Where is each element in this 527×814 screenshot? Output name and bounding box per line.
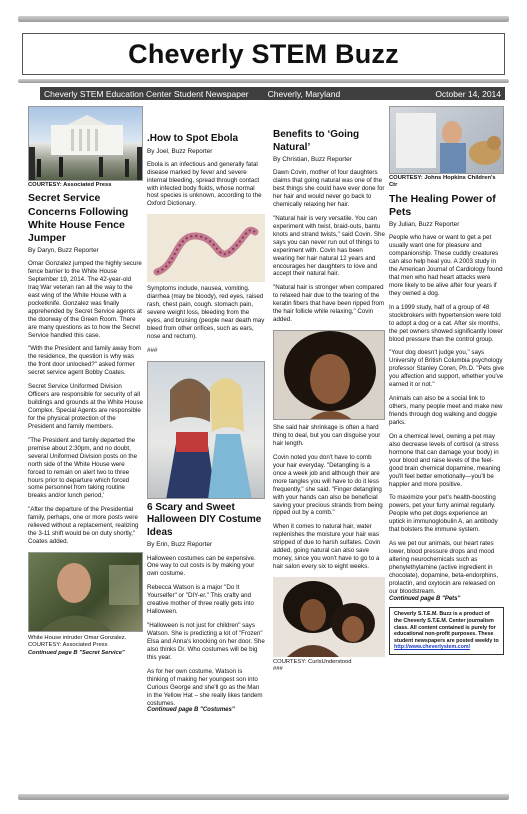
column-ebola-halloween xyxy=(147,130,265,715)
headline-halloween: 6 Scary and Sweet Halloween DIY Costume Ideas xyxy=(147,501,262,538)
headline-pets: The Healing Power of Pets xyxy=(389,192,496,218)
paragraph: When it comes to natural hair, water replenishes the moisture your hair was stripped of due to harsh sulfates. Covin added, going natural can also save money, since you won't have to go to a hair salon every six to eight weeks. xyxy=(273,523,381,571)
website-link[interactable]: http://www.cheverlystem.com/ xyxy=(394,644,471,651)
paragraph: To maximize your pet's health-boosting powers, pet your furry animal regularly. People who pet dogs experience an uptick in immunoglobulin A, an antibody that bolsters the immune system. xyxy=(389,494,498,534)
strip-publication: Cheverly STEM Education Center Student Newspaper xyxy=(44,88,249,99)
headline-ebola: .How to Spot Ebola xyxy=(147,133,239,144)
continued-link[interactable]: Continued page B "Costumes" xyxy=(147,707,235,714)
byline: By Joel, Buzz Reporter xyxy=(147,147,213,155)
therapy-dog-image xyxy=(390,107,504,174)
paragraph: As we pet our animals, our heart rates lower, blood pressure drops and mood altering neurochemicals such as phenylethylamine (active ingredient in chocolate), dopamine, beta-endorphins, prolactin, and oxytocin are released on our bloodstream. xyxy=(389,540,499,595)
end-mark: ### xyxy=(147,346,158,354)
paragraph: In a 1999 study, half of a group of 48 stockbrokers with hypertension were told to adopt a dog or a cat. After six months, the pet owners showed significantly lower blood pressure than the control group. xyxy=(389,303,503,343)
bottom-rule xyxy=(18,794,509,800)
gonzalez-image xyxy=(29,553,143,632)
paragraph: "Halloween is not just for children" says Watson. She is predicting a lot of "Frozen" Elsa and Anna's knocking on her door. She also thinks Dr. Who costumes will be big this year. xyxy=(147,622,265,661)
photo-credit: COURTESY: Associated Press xyxy=(28,182,112,188)
column-pets xyxy=(389,106,504,655)
paragraph: Covin noted you don't have to comb your hair everyday. "Detangling is a once a week job and although their are more tangles you will have to do it less frequently," she said. "Finger detangling with your hands can also be beneficial saving your precious strands from being ripped out by a comb." xyxy=(273,453,383,517)
info-strip xyxy=(40,87,505,100)
mother-daughter-image xyxy=(273,577,385,657)
paragraph: People who have or want to get a pet usually want one for pleasure and companionship. These cuddly creatures can also help heal you. A 2003 study in the American Journal of Cardiology found that men who had heart attacks were more likely to be alive after four years if they owned a dog. xyxy=(389,234,503,297)
paragraph: Symptoms include, nausea, vomiting. diarrhea (may be bloody), red eyes, raised rash, chest pain, cough. stomach pain, severe weight loss, bleeding from the eyes, and bruising (people near death may bleed from other orifices, such as ears, nose and rectum). xyxy=(147,285,265,340)
mid-rule xyxy=(18,79,509,83)
column-natural-hair xyxy=(273,126,385,674)
ebola-virus-image xyxy=(147,214,265,282)
white-house-photo xyxy=(28,106,143,181)
strip-location: Cheverly, Maryland xyxy=(267,88,341,99)
paragraph: "Natural hair is very versatile. You can experiment with twist, braid-outs, bantu knots and strand twists," said Covin. She says you can never run out of things to experiment with. Covin has been wearing her hair natural 12 years and encourages her daughters to love and accept their natural hair. xyxy=(273,214,385,278)
paragraph: Halloween costumes can be expensive. One way to cut costs is by making your own costume. xyxy=(147,554,256,578)
end-mark: ### xyxy=(273,666,283,673)
headline-secret-service: Secret Service Concerns Following White House Fence Jumper xyxy=(28,192,129,244)
continued-link[interactable]: Continued page B "Pets" xyxy=(389,595,461,602)
column-secret-service xyxy=(28,106,143,657)
strip-date: October 14, 2014 xyxy=(435,88,501,99)
headline-natural-hair: Benefits to ‘Going Natural’ xyxy=(273,129,360,153)
about-box xyxy=(389,607,504,655)
paragraph: "With the President and family away from the residence, the question is why was the front door unlocked?" asked former secret service agent Bobby Coates. xyxy=(28,345,141,377)
halloween-costume-photo xyxy=(147,361,265,499)
paragraph: "Natural hair is stronger when compared to relaxed hair due to the tearing of the keratin fibers that have been ripped from the hair follicle while relaxing," Covin added. xyxy=(273,284,385,324)
paragraph: "Your dog doesn't judge you," says University of British Columbia psychology professor Stanley Coren, Ph.D. "Pets give you affection and support, whether you've earned it or not." xyxy=(389,349,505,389)
woman-portrait-image xyxy=(274,331,385,420)
white-house-image xyxy=(29,107,143,181)
byline: By Christian, Buzz Reporter xyxy=(273,156,352,163)
masthead xyxy=(22,33,505,75)
paragraph: Rebecca Watson is a major "Do It Yourselfer" or "DIY-er." This crafty and creative mother of three really gets into Halloween. xyxy=(147,584,254,616)
continued-link[interactable]: Continued page B "Secret Service" xyxy=(28,649,125,656)
top-rule xyxy=(18,16,509,22)
paragraph: Omar Gonzalez jumped the highly secure fence barrier to the White House September 19, 2014. The 42-year-old Iraq War veteran ran all the way to the east wing of the White House with a pocketknife. Gonzalez was finally apprehended by Secret Service agents at the doorway of the Green Room. There are many questions as to how the Secret Service handled this case. xyxy=(28,260,142,339)
ebola-virus-photo xyxy=(147,214,265,282)
byline: By Daryn, Buzz Reporter xyxy=(28,246,99,254)
byline: By Julian, Buzz Reporter xyxy=(389,221,460,229)
paragraph: "After the departure of the Presidential family, perhaps, one or more posts were relieved without a replacement, realizing the 3-11 shift would be on duty shortly," Coates added. xyxy=(28,506,139,546)
pets-photo xyxy=(389,106,504,174)
byline: By Erin, Buzz Reporter xyxy=(147,541,212,549)
paragraph: Secret Service Uniformed Division Officers are responsible for security of all buildings and grounds at the White House Complex. Special Agents are responsible for the physical protection of the President and family members. xyxy=(28,383,143,430)
paragraph: She said hair shrinkage is often a hard thing to deal, but you can disguise your hair length. xyxy=(273,424,381,447)
costume-image xyxy=(148,362,265,499)
curls-caption: COURTESY: CurlsUnderstood xyxy=(273,659,352,665)
gonzalez-caption: White House intruder Omar Gonzalez. COURTESY: Associated Press xyxy=(28,635,127,649)
paragraph: Dawn Covin, mother of four daughters claims that going natural was one of the best things she could have ever done for her hair and would never go back to chemically relaxing her hair. xyxy=(273,169,385,208)
paragraph: As for her own costume, Watson is thinking of making her youngest son into Curious George and she'll go as the Man in the Yellow Hat – she really likes tandem costumes. xyxy=(147,667,263,707)
paragraph: Animals can also be a social link to others, many people meet and make new friends through dog walking and doggie parks. xyxy=(389,395,503,426)
gonzalez-photo xyxy=(28,552,143,632)
photo-credit: COURTESY: Johns Hopkins Children's Ctr xyxy=(389,175,496,189)
paragraph: Ebola is an infectious and generally fatal disease marked by fever and severe internal bleeding, spread through contact with infected body fluids, whose normal host species is unknown, according to the Oxford Dictionary. xyxy=(147,160,262,208)
paragraph: On a chemical level, owning a pet may also decrease levels of cortisol (a stress hormone that can damage your body) in your blood and raise levels of the feel-good brain chemical dopamine, meaning you'll feel better emotionally—you'll be happier and more positive. xyxy=(389,432,501,488)
paragraph: "The President and family departed the premise about 2:30pm, and no doubt, several Uniformed Division posts on the north side of the White House were forced to remain on alert two to three hours prior to departure which forced some personnel from taking routine breaks and/or lunch period,' xyxy=(28,436,138,500)
natural-hair-photo xyxy=(273,330,385,420)
about-text: Cheverly S.T.E.M. Buzz is a product of the Cheverly S.T.E.M. Center journalism class. All content contained is purely for educational non-profit purposes. These student newspapers are posted weekly to xyxy=(394,611,499,644)
curls-photo xyxy=(273,577,385,657)
newspaper-title: Cheverly STEM Buzz xyxy=(128,38,399,69)
